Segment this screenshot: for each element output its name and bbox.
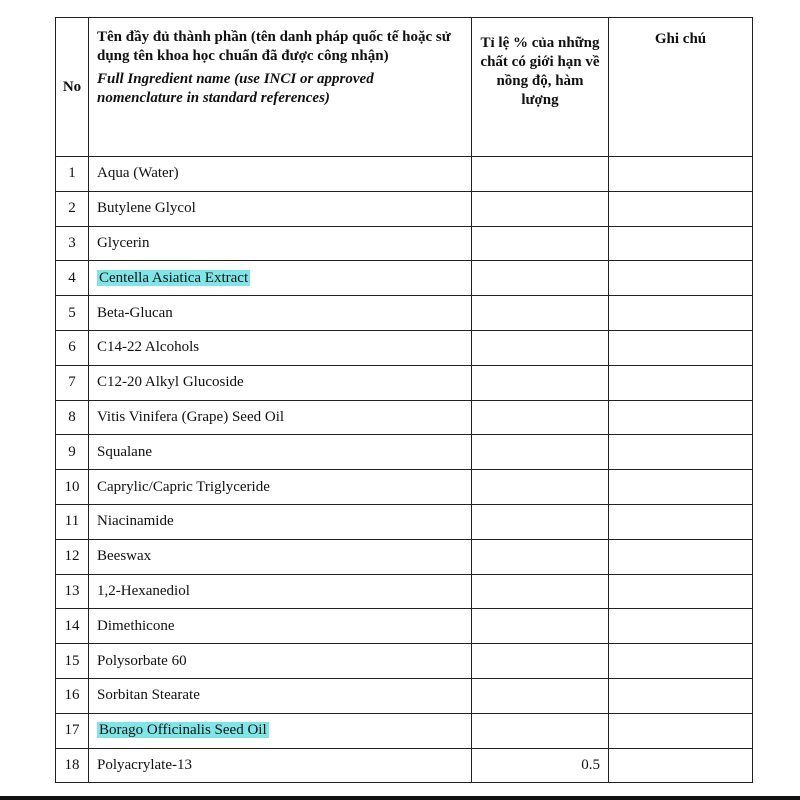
header-name-en: Full Ingredient name (use INCI or approved nomenclature in standard references) xyxy=(97,71,374,106)
percentage-cell xyxy=(472,296,609,331)
ingredient-name: Caprylic/Capric Triglyceride xyxy=(97,478,270,495)
ingredient-name-cell xyxy=(89,296,472,331)
percentage-cell xyxy=(472,713,609,748)
ingredient-name-cell xyxy=(89,261,472,296)
percentage-cell xyxy=(472,574,609,609)
ingredient-name-cell xyxy=(89,644,472,679)
row-number: 11 xyxy=(56,504,89,539)
note-cell xyxy=(609,539,753,574)
percentage-cell xyxy=(472,609,609,644)
table-row xyxy=(56,191,753,226)
row-number: 5 xyxy=(56,296,89,331)
percentage-cell xyxy=(472,678,609,713)
header-no: No xyxy=(56,18,89,157)
ingredient-name-cell xyxy=(89,435,472,470)
header-name-vi: Tên đầy đủ thành phần (tên danh pháp quốc tế hoặc sử dụng tên khoa học chuẩn đã được công nhận) xyxy=(97,29,451,64)
note-cell xyxy=(609,713,753,748)
row-number: 2 xyxy=(56,191,89,226)
ingredient-name: Vitis Vinifera (Grape) Seed Oil xyxy=(97,408,285,425)
row-number: 17 xyxy=(56,713,89,748)
table-row xyxy=(56,226,753,261)
ingredient-name: Beta-Glucan xyxy=(97,304,173,321)
ingredient-name-cell xyxy=(89,713,472,748)
percentage-cell: 0.5 xyxy=(472,748,609,783)
row-number: 13 xyxy=(56,574,89,609)
note-cell xyxy=(609,191,753,226)
row-number: 4 xyxy=(56,261,89,296)
table-row xyxy=(56,609,753,644)
row-number: 6 xyxy=(56,330,89,365)
percentage-cell xyxy=(472,157,609,192)
row-number: 10 xyxy=(56,470,89,505)
row-number: 7 xyxy=(56,365,89,400)
table-header-row xyxy=(56,18,753,157)
percentage-cell xyxy=(472,470,609,505)
ingredient-name-cell xyxy=(89,330,472,365)
ingredient-name: Beeswax xyxy=(97,548,152,565)
note-cell xyxy=(609,470,753,505)
ingredient-name-cell xyxy=(89,470,472,505)
ingredient-name: 1,2-Hexanediol xyxy=(97,582,190,599)
note-cell xyxy=(609,504,753,539)
table-row xyxy=(56,330,753,365)
percentage-cell xyxy=(472,261,609,296)
header-name xyxy=(89,18,472,157)
row-number: 14 xyxy=(56,609,89,644)
table-row xyxy=(56,435,753,470)
ingredient-name-cell xyxy=(89,157,472,192)
table-row xyxy=(56,296,753,331)
ingredient-name: Squalane xyxy=(97,443,152,460)
note-cell xyxy=(609,157,753,192)
note-cell xyxy=(609,644,753,679)
ingredient-name-cell xyxy=(89,609,472,644)
percentage-cell xyxy=(472,226,609,261)
ingredient-name: Aqua (Water) xyxy=(97,165,179,182)
percentage-cell xyxy=(472,400,609,435)
ingredient-name: Niacinamide xyxy=(97,513,174,530)
ingredient-name: Polyacrylate-13 xyxy=(97,756,192,773)
percentage-cell xyxy=(472,435,609,470)
row-number: 9 xyxy=(56,435,89,470)
note-cell xyxy=(609,678,753,713)
row-number: 16 xyxy=(56,678,89,713)
ingredient-name: Sorbitan Stearate xyxy=(97,687,200,704)
ingredient-table xyxy=(55,17,753,783)
ingredient-name-cell xyxy=(89,574,472,609)
percentage-cell xyxy=(472,504,609,539)
ingredient-name-cell xyxy=(89,191,472,226)
ingredient-name: Polysorbate 60 xyxy=(97,652,187,669)
note-cell xyxy=(609,296,753,331)
ingredient-name-cell xyxy=(89,678,472,713)
ingredient-name-cell xyxy=(89,504,472,539)
note-cell xyxy=(609,435,753,470)
ingredient-name-cell xyxy=(89,539,472,574)
table-row xyxy=(56,504,753,539)
table-row xyxy=(56,574,753,609)
table-row xyxy=(56,157,753,192)
ingredient-name-cell xyxy=(89,226,472,261)
table-row xyxy=(56,644,753,679)
percentage-cell xyxy=(472,330,609,365)
note-cell xyxy=(609,609,753,644)
ingredient-name: C14-22 Alcohols xyxy=(97,339,200,356)
ingredient-name-cell xyxy=(89,748,472,783)
ingredient-name: Dimethicone xyxy=(97,617,175,634)
ingredient-name: Glycerin xyxy=(97,234,150,251)
header-percentage: Tỉ lệ % của những chất có giới hạn về nồng độ, hàm lượng xyxy=(472,18,609,157)
ingredient-name-cell xyxy=(89,400,472,435)
note-cell xyxy=(609,574,753,609)
table-row xyxy=(56,365,753,400)
percentage-cell xyxy=(472,539,609,574)
percentage-cell xyxy=(472,191,609,226)
ingredient-name: Butylene Glycol xyxy=(97,200,196,217)
note-cell xyxy=(609,261,753,296)
table-row xyxy=(56,470,753,505)
row-number: 15 xyxy=(56,644,89,679)
note-cell xyxy=(609,365,753,400)
row-number: 12 xyxy=(56,539,89,574)
row-number: 18 xyxy=(56,748,89,783)
row-number: 8 xyxy=(56,400,89,435)
table-row xyxy=(56,539,753,574)
row-number: 1 xyxy=(56,157,89,192)
page-bottom-rule xyxy=(0,796,800,800)
note-cell xyxy=(609,748,753,783)
ingredient-name-cell xyxy=(89,365,472,400)
percentage-cell xyxy=(472,644,609,679)
note-cell xyxy=(609,330,753,365)
header-note: Ghi chú xyxy=(609,18,753,157)
table-row xyxy=(56,713,753,748)
ingredient-name: Centella Asiatica Extract xyxy=(99,269,249,286)
table-row xyxy=(56,400,753,435)
row-number: 3 xyxy=(56,226,89,261)
table-row xyxy=(56,678,753,713)
ingredient-name: Borago Officinalis Seed Oil xyxy=(99,722,267,739)
ingredient-name: C12-20 Alkyl Glucoside xyxy=(97,374,244,391)
table-row xyxy=(56,261,753,296)
note-cell xyxy=(609,226,753,261)
percentage-cell xyxy=(472,365,609,400)
table-row xyxy=(56,748,753,783)
note-cell xyxy=(609,400,753,435)
